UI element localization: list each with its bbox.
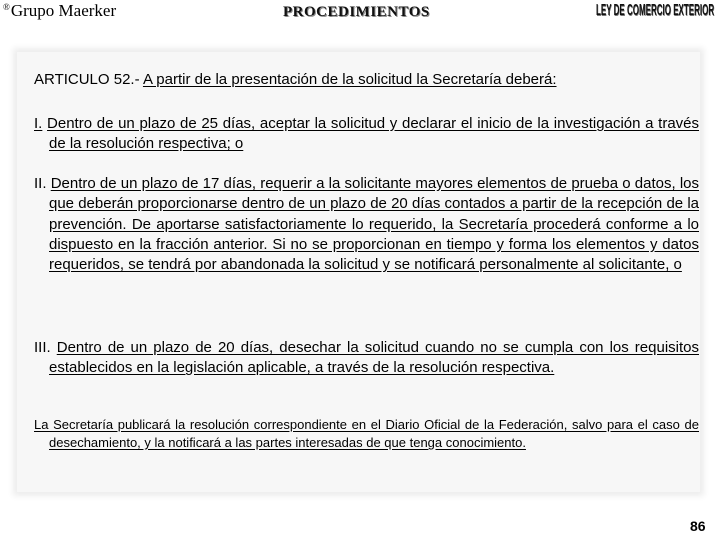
closing-paragraph (34, 416, 699, 452)
article-number: ARTICULO 52.- (34, 71, 140, 88)
fraction-iii-text: Dentro de un plazo de 20 días, desechar la solicitud cuando no se cumpla con los requisitos establecidos en la legislación aplicable, a través de la resolución respectiva. (49, 339, 699, 377)
fraction-ii (34, 174, 699, 275)
page-number: 86 (690, 518, 706, 534)
fraction-i-text: Dentro de un plazo de 25 días, aceptar la solicitud y declarar el inicio de la investigación a través de la resolución respectiva; o (47, 115, 700, 153)
brand-logo (3, 1, 116, 21)
fraction-iii-numeral: III. (34, 339, 51, 356)
registered-mark: ® (3, 2, 10, 12)
fraction-ii-numeral: II. (34, 175, 47, 192)
brand-name: Grupo Maerker (10, 1, 117, 20)
law-title: LEY DE COMERCIO EXTERIOR (596, 2, 715, 19)
fraction-iii (34, 338, 699, 379)
section-title: PROCEDIMIENTOS (283, 4, 430, 20)
closing-text: La Secretaría publicará la resolución correspondiente en el Diario Oficial de la Federación, salvo para el caso de desechamiento, y la notificará a las partes interesadas de que tenga conocimiento. (34, 417, 699, 450)
fraction-ii-text: Dentro de un plazo de 17 días, requerir a la solicitante mayores elementos de prueba o datos, los que deberán proporcionarse dentro de un plazo de 20 días contados a partir de la recepción de la prevención. De aportarse satisfactoriamente lo requerido, la Secretaría procederá conforme a lo dispuesto en la fracción anterior. Si no se proporcionan en tiempo y forma los elementos y datos requeridos, se tendrá por abandonada la solicitud y se notificará personalmente al solicitante, o (49, 175, 700, 274)
article-intro: A partir de la presentación de la solicitud la Secretaría deberá: (142, 71, 557, 88)
fraction-i (34, 114, 699, 155)
fraction-i-numeral: I. (34, 115, 43, 132)
article-heading (34, 70, 684, 90)
